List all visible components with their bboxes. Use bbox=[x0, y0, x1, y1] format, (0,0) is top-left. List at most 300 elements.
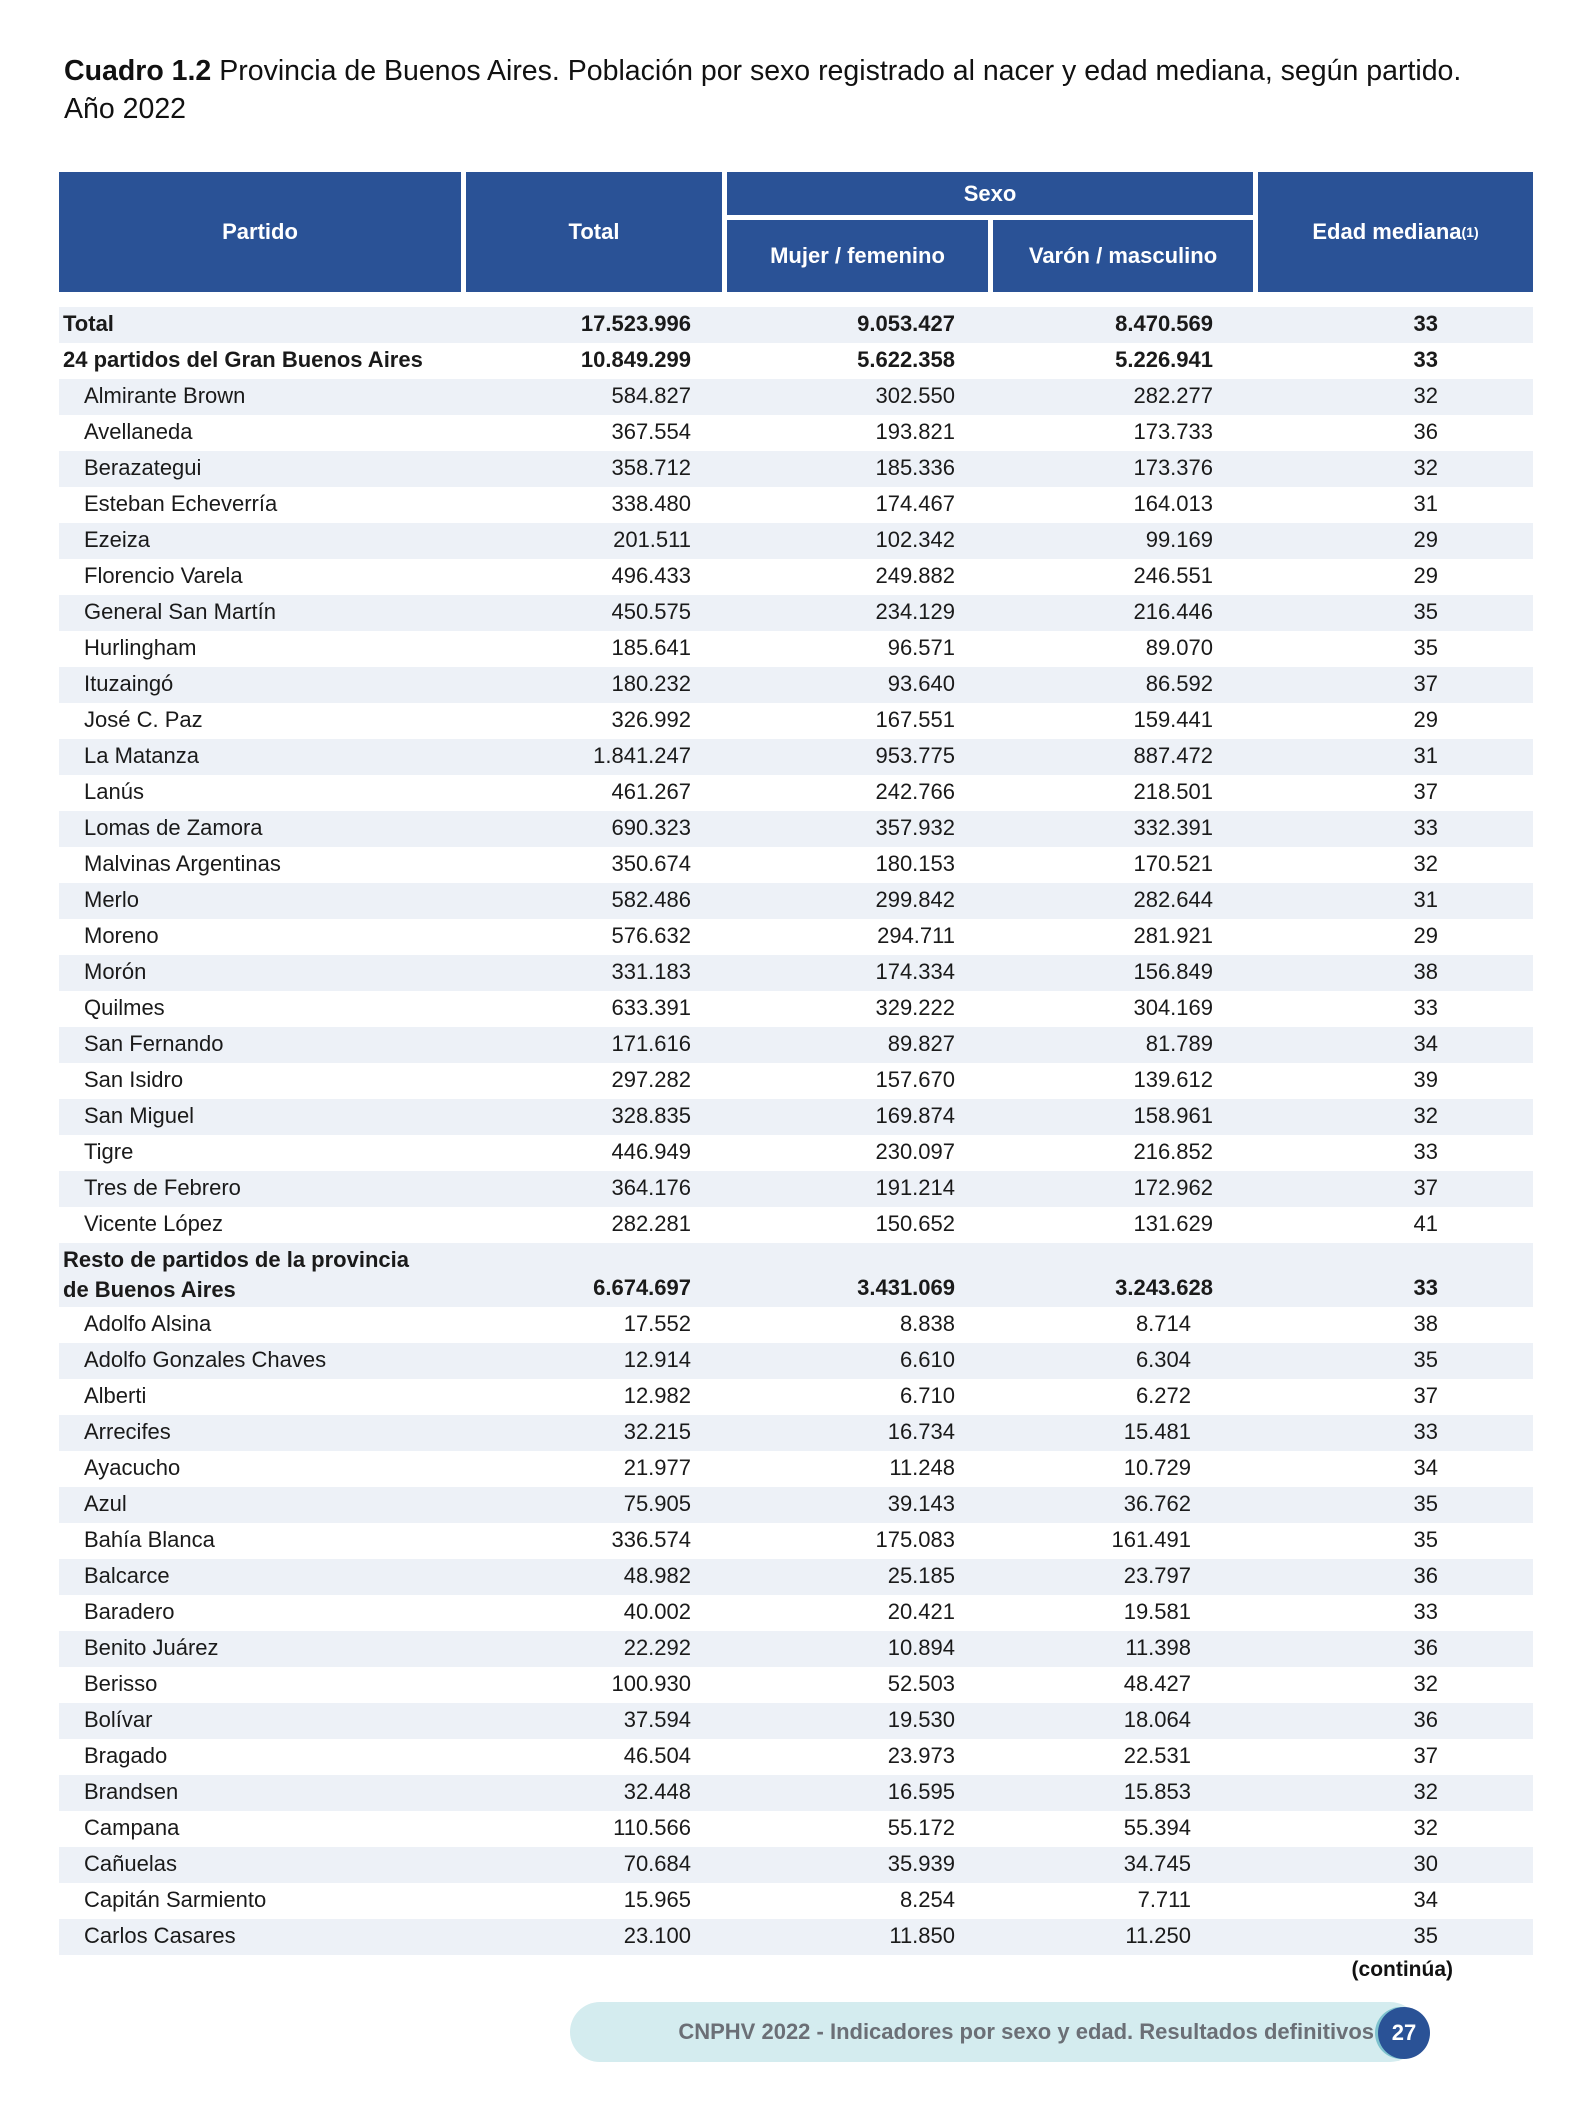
cell-varon: 161.491 bbox=[1111, 1527, 1191, 1552]
cell-total: 633.391 bbox=[611, 995, 691, 1020]
table-row bbox=[59, 1739, 1533, 1775]
table-row bbox=[59, 883, 1533, 919]
partido-name: 24 partidos del Gran Buenos Aires bbox=[63, 347, 423, 372]
cell-varon: 164.013 bbox=[1133, 491, 1213, 516]
cell-total: 21.977 bbox=[623, 1455, 691, 1480]
cell-total: 461.267 bbox=[611, 779, 691, 804]
cell-total: 358.712 bbox=[611, 455, 691, 480]
cell-edad: 33 bbox=[1413, 1275, 1438, 1300]
table-row bbox=[59, 811, 1533, 847]
table-row bbox=[59, 1523, 1533, 1559]
cell-edad: 33 bbox=[1413, 1419, 1438, 1444]
cell-mujer: 157.670 bbox=[875, 1067, 955, 1092]
cell-varon: 11.398 bbox=[1125, 1635, 1191, 1660]
cell-varon: 34.745 bbox=[1123, 1851, 1191, 1876]
header-edad-label: Edad mediana bbox=[1312, 219, 1462, 244]
cell-partido bbox=[84, 1851, 177, 1877]
cell-varon: 48.427 bbox=[1123, 1671, 1191, 1696]
cell-total: 180.232 bbox=[611, 671, 691, 696]
cell-partido bbox=[84, 815, 263, 841]
table-row bbox=[59, 667, 1533, 703]
cell-edad: 33 bbox=[1413, 311, 1438, 336]
cell-partido bbox=[84, 635, 197, 661]
cell-total: 22.292 bbox=[623, 1635, 691, 1660]
cell-varon: 19.581 bbox=[1123, 1599, 1191, 1624]
cell-total: 10.849.299 bbox=[580, 347, 691, 372]
table-row bbox=[59, 1099, 1533, 1135]
cell-mujer: 23.973 bbox=[887, 1743, 955, 1768]
cell-partido bbox=[84, 671, 173, 697]
cell-edad: 35 bbox=[1413, 1491, 1438, 1516]
cell-total: 1.841.247 bbox=[593, 743, 691, 768]
table-row bbox=[59, 1135, 1533, 1171]
cell-mujer: 5.622.358 bbox=[857, 347, 955, 372]
cell-varon: 81.789 bbox=[1145, 1031, 1213, 1056]
cell-partido bbox=[84, 923, 159, 949]
cell-total: 282.281 bbox=[611, 1211, 691, 1236]
cell-partido bbox=[84, 599, 276, 625]
cell-edad: 37 bbox=[1413, 779, 1438, 804]
cell-mujer: 230.097 bbox=[875, 1139, 955, 1164]
cell-edad: 33 bbox=[1413, 1139, 1438, 1164]
partido-name: Ayacucho bbox=[84, 1455, 181, 1480]
partido-name: Malvinas Argentinas bbox=[84, 851, 281, 876]
table-body bbox=[59, 307, 1533, 1955]
cell-mujer: 8.254 bbox=[899, 1887, 955, 1912]
cell-mujer: 169.874 bbox=[875, 1103, 955, 1128]
cell-total: 297.282 bbox=[611, 1067, 691, 1092]
partido-name: Merlo bbox=[84, 887, 140, 912]
cell-mujer: 329.222 bbox=[875, 995, 955, 1020]
table-row bbox=[59, 523, 1533, 559]
partido-name: Ezeiza bbox=[84, 527, 151, 552]
table-row bbox=[59, 1811, 1533, 1847]
partido-name: Baradero bbox=[84, 1599, 175, 1624]
cell-mujer: 16.734 bbox=[887, 1419, 955, 1444]
table-row bbox=[59, 775, 1533, 811]
cell-total: 336.574 bbox=[611, 1527, 691, 1552]
partido-name: Campana bbox=[84, 1815, 180, 1840]
table-caption: Provincia de Buenos Aires. Población por sexo registrado al nacer y edad mediana, según partido. bbox=[219, 55, 1462, 87]
page-number: 27 bbox=[1378, 2007, 1430, 2059]
cell-partido bbox=[84, 527, 150, 553]
partido-name: Capitán Sarmiento bbox=[84, 1887, 267, 1912]
cell-partido bbox=[84, 1707, 152, 1733]
cell-edad: 36 bbox=[1413, 1707, 1438, 1732]
cell-mujer: 8.838 bbox=[899, 1311, 955, 1336]
cell-total: 6.674.697 bbox=[593, 1275, 691, 1300]
header-sexo: Sexo bbox=[727, 172, 1253, 215]
footer-text: CNPHV 2022 - Indicadores por sexo y edad. Resultados definitivos bbox=[678, 2019, 1374, 2044]
cell-varon: 282.277 bbox=[1133, 383, 1213, 408]
cell-partido bbox=[84, 779, 144, 805]
cell-total: 171.616 bbox=[611, 1031, 691, 1056]
table-row bbox=[59, 1171, 1533, 1207]
partido-name: Brandsen bbox=[84, 1779, 179, 1804]
header-total: Total bbox=[466, 172, 722, 292]
cell-partido bbox=[84, 1175, 241, 1201]
table-title bbox=[64, 52, 1504, 128]
table-number: Cuadro 1.2 bbox=[64, 55, 212, 87]
partido-name: Morón bbox=[84, 959, 147, 984]
cell-mujer: 10.894 bbox=[887, 1635, 955, 1660]
cell-mujer: 19.530 bbox=[887, 1707, 955, 1732]
cell-partido bbox=[84, 1779, 178, 1805]
table-row bbox=[59, 1775, 1533, 1811]
cell-varon: 173.733 bbox=[1133, 419, 1213, 444]
cell-mujer: 234.129 bbox=[875, 599, 955, 624]
cell-varon: 11.250 bbox=[1125, 1923, 1191, 1948]
cell-partido bbox=[84, 959, 146, 985]
cell-partido bbox=[84, 1599, 175, 1625]
partido-name: San Fernando bbox=[84, 1031, 224, 1056]
cell-partido bbox=[84, 1563, 170, 1589]
cell-edad: 34 bbox=[1413, 1887, 1438, 1912]
cell-mujer: 3.431.069 bbox=[857, 1275, 955, 1300]
cell-total: 110.566 bbox=[613, 1815, 691, 1840]
cell-mujer: 174.467 bbox=[875, 491, 955, 516]
cell-edad: 36 bbox=[1413, 1563, 1438, 1588]
partido-name: Arrecifes bbox=[84, 1419, 171, 1444]
partido-name: San Miguel bbox=[84, 1103, 195, 1128]
cell-varon: 6.272 bbox=[1135, 1383, 1191, 1408]
cell-total: 201.511 bbox=[613, 527, 691, 552]
cell-partido bbox=[84, 1347, 326, 1373]
cell-varon: 15.853 bbox=[1123, 1779, 1191, 1804]
cell-varon: 5.226.941 bbox=[1115, 347, 1213, 372]
partido-name: Berisso bbox=[84, 1671, 158, 1696]
partido-name: Lomas de Zamora bbox=[84, 815, 263, 840]
table-row bbox=[59, 1207, 1533, 1243]
cell-total: 584.827 bbox=[611, 383, 691, 408]
cell-partido bbox=[84, 1031, 223, 1057]
table-row bbox=[59, 451, 1533, 487]
cell-mujer: 25.185 bbox=[887, 1563, 955, 1588]
partido-name: Bragado bbox=[84, 1743, 168, 1768]
cell-edad: 37 bbox=[1413, 671, 1438, 696]
cell-partido bbox=[84, 491, 277, 517]
cell-edad: 38 bbox=[1413, 959, 1438, 984]
table-row bbox=[59, 1883, 1533, 1919]
cell-total: 37.594 bbox=[623, 1707, 691, 1732]
cell-varon: 170.521 bbox=[1133, 851, 1213, 876]
table-year: Año 2022 bbox=[64, 93, 187, 125]
table-row bbox=[59, 379, 1533, 415]
cell-mujer: 9.053.427 bbox=[857, 311, 955, 336]
cell-total: 40.002 bbox=[623, 1599, 691, 1624]
cell-edad: 33 bbox=[1413, 347, 1438, 372]
cell-partido bbox=[84, 1419, 171, 1445]
cell-varon: 36.762 bbox=[1123, 1491, 1191, 1516]
partido-name: Ituzaingó bbox=[84, 671, 174, 696]
cell-total: 32.215 bbox=[623, 1419, 691, 1444]
table-row bbox=[59, 559, 1533, 595]
cell-partido bbox=[63, 347, 423, 373]
partido-name: Alberti bbox=[84, 1383, 147, 1408]
table-row bbox=[59, 1559, 1533, 1595]
cell-total: 17.552 bbox=[623, 1311, 691, 1336]
cell-varon: 89.070 bbox=[1145, 635, 1213, 660]
table-row bbox=[59, 1487, 1533, 1523]
header-mujer: Mujer / femenino bbox=[727, 220, 988, 292]
cell-total: 12.914 bbox=[623, 1347, 691, 1372]
cell-mujer: 299.842 bbox=[875, 887, 955, 912]
cell-varon: 3.243.628 bbox=[1115, 1275, 1213, 1300]
cell-varon: 158.961 bbox=[1133, 1103, 1213, 1128]
cell-partido bbox=[84, 1491, 127, 1517]
cell-edad: 32 bbox=[1413, 383, 1438, 408]
cell-edad: 41 bbox=[1413, 1211, 1438, 1236]
table-row bbox=[59, 487, 1533, 523]
cell-varon: 156.849 bbox=[1133, 959, 1213, 984]
cell-mujer: 180.153 bbox=[875, 851, 955, 876]
cell-edad: 36 bbox=[1413, 419, 1438, 444]
table-row bbox=[59, 703, 1533, 739]
cell-edad: 32 bbox=[1413, 1815, 1438, 1840]
cell-varon: 173.376 bbox=[1133, 455, 1213, 480]
cell-varon: 131.629 bbox=[1133, 1211, 1213, 1236]
cell-edad: 37 bbox=[1413, 1743, 1438, 1768]
cell-varon: 304.169 bbox=[1133, 995, 1213, 1020]
table-row bbox=[59, 1343, 1533, 1379]
cell-mujer: 16.595 bbox=[887, 1779, 955, 1804]
partido-name: Bahía Blanca bbox=[84, 1527, 215, 1552]
header-edad-mediana: Edad mediana (1) bbox=[1258, 172, 1533, 292]
cell-mujer: 11.850 bbox=[889, 1923, 955, 1948]
cell-total: 75.905 bbox=[623, 1491, 691, 1516]
cell-mujer: 20.421 bbox=[887, 1599, 955, 1624]
cell-varon: 246.551 bbox=[1133, 563, 1213, 588]
table-row bbox=[59, 1595, 1533, 1631]
partido-name: Almirante Brown bbox=[84, 383, 246, 408]
cell-varon: 99.169 bbox=[1145, 527, 1213, 552]
table-subtotal-row bbox=[59, 307, 1533, 343]
cell-total: 326.992 bbox=[611, 707, 691, 732]
cell-mujer: 302.550 bbox=[875, 383, 955, 408]
partido-name: Bolívar bbox=[84, 1707, 153, 1732]
cell-total: 576.632 bbox=[611, 923, 691, 948]
cell-total: 15.965 bbox=[623, 1887, 691, 1912]
cell-partido bbox=[84, 1103, 194, 1129]
table-row bbox=[59, 1703, 1533, 1739]
cell-varon: 18.064 bbox=[1123, 1707, 1191, 1732]
cell-partido bbox=[84, 1211, 223, 1237]
cell-edad: 31 bbox=[1413, 743, 1438, 768]
cell-edad: 29 bbox=[1413, 923, 1438, 948]
cell-total: 100.930 bbox=[611, 1671, 691, 1696]
partido-name: José C. Paz bbox=[84, 707, 203, 732]
cell-total: 17.523.996 bbox=[580, 311, 691, 336]
cell-edad: 34 bbox=[1413, 1455, 1438, 1480]
cell-mujer: 193.821 bbox=[875, 419, 955, 444]
partido-name: Moreno bbox=[84, 923, 159, 948]
cell-mujer: 35.939 bbox=[887, 1851, 955, 1876]
table-row bbox=[59, 1667, 1533, 1703]
cell-partido bbox=[63, 1245, 409, 1305]
partido-name: Quilmes bbox=[84, 995, 165, 1020]
cell-varon: 86.592 bbox=[1145, 671, 1213, 696]
cell-partido bbox=[84, 1743, 167, 1769]
cell-mujer: 55.172 bbox=[887, 1815, 955, 1840]
partido-name: Azul bbox=[84, 1491, 127, 1516]
cell-total: 450.575 bbox=[611, 599, 691, 624]
cell-total: 690.323 bbox=[611, 815, 691, 840]
partido-name: La Matanza bbox=[84, 743, 199, 768]
cell-partido bbox=[84, 887, 139, 913]
cell-mujer: 89.827 bbox=[887, 1031, 955, 1056]
cell-partido bbox=[84, 419, 192, 445]
cell-varon: 23.797 bbox=[1123, 1563, 1191, 1588]
cell-total: 23.100 bbox=[623, 1923, 691, 1948]
partido-name: Hurlingham bbox=[84, 635, 197, 660]
cell-partido bbox=[84, 1887, 266, 1913]
header-varon: Varón / masculino bbox=[993, 220, 1253, 292]
table-row bbox=[59, 1919, 1533, 1955]
cell-partido bbox=[84, 995, 165, 1021]
partido-name-line2: de Buenos Aires bbox=[63, 1277, 236, 1302]
cell-mujer: 39.143 bbox=[887, 1491, 955, 1516]
partido-name: Tigre bbox=[84, 1139, 134, 1164]
partido-name: Adolfo Gonzales Chaves bbox=[84, 1347, 327, 1372]
cell-mujer: 6.710 bbox=[899, 1383, 955, 1408]
table-row bbox=[59, 1379, 1533, 1415]
cell-varon: 15.481 bbox=[1123, 1419, 1191, 1444]
cell-mujer: 102.342 bbox=[875, 527, 955, 552]
cell-mujer: 93.640 bbox=[887, 671, 955, 696]
table-row bbox=[59, 991, 1533, 1027]
cell-mujer: 52.503 bbox=[887, 1671, 955, 1696]
partido-name: Esteban Echeverría bbox=[84, 491, 278, 516]
cell-mujer: 357.932 bbox=[875, 815, 955, 840]
cell-total: 364.176 bbox=[611, 1175, 691, 1200]
cell-total: 46.504 bbox=[623, 1743, 691, 1768]
cell-varon: 10.729 bbox=[1123, 1455, 1191, 1480]
header-partido: Partido bbox=[59, 172, 461, 292]
cell-varon: 218.501 bbox=[1133, 779, 1213, 804]
table-row bbox=[59, 631, 1533, 667]
cell-edad: 37 bbox=[1413, 1383, 1438, 1408]
cell-edad: 32 bbox=[1413, 1779, 1438, 1804]
cell-edad: 31 bbox=[1413, 491, 1438, 516]
cell-varon: 281.921 bbox=[1133, 923, 1213, 948]
partido-name: Cañuelas bbox=[84, 1851, 177, 1876]
cell-total: 185.641 bbox=[611, 635, 691, 660]
cell-edad: 36 bbox=[1413, 1635, 1438, 1660]
table-row bbox=[59, 847, 1533, 883]
cell-partido bbox=[84, 1067, 183, 1093]
cell-edad: 33 bbox=[1413, 1599, 1438, 1624]
partido-name: Florencio Varela bbox=[84, 563, 243, 588]
cell-partido bbox=[84, 707, 203, 733]
table-row bbox=[59, 1027, 1533, 1063]
table-row bbox=[59, 1631, 1533, 1667]
cell-varon: 172.962 bbox=[1133, 1175, 1213, 1200]
table-row bbox=[59, 1307, 1533, 1343]
cell-mujer: 167.551 bbox=[875, 707, 955, 732]
cell-mujer: 953.775 bbox=[875, 743, 955, 768]
table-subtotal-row bbox=[59, 343, 1533, 379]
cell-varon: 7.711 bbox=[1137, 1887, 1191, 1912]
partido-name: Carlos Casares bbox=[84, 1923, 236, 1948]
cell-total: 48.982 bbox=[623, 1563, 691, 1588]
cell-varon: 139.612 bbox=[1133, 1067, 1213, 1092]
cell-edad: 32 bbox=[1413, 1103, 1438, 1128]
cell-total: 32.448 bbox=[623, 1779, 691, 1804]
partido-name: San Isidro bbox=[84, 1067, 184, 1092]
table-row bbox=[59, 919, 1533, 955]
cell-partido bbox=[84, 1635, 219, 1661]
cell-varon: 8.714 bbox=[1135, 1311, 1191, 1336]
cell-partido bbox=[84, 563, 243, 589]
cell-total: 446.949 bbox=[611, 1139, 691, 1164]
cell-partido bbox=[84, 1671, 157, 1697]
partido-name: Resto de partidos de la provincia bbox=[63, 1247, 409, 1272]
cell-total: 328.835 bbox=[611, 1103, 691, 1128]
partido-name: Tres de Febrero bbox=[84, 1175, 241, 1200]
cell-mujer: 6.610 bbox=[899, 1347, 955, 1372]
cell-partido bbox=[84, 851, 281, 877]
cell-varon: 282.644 bbox=[1133, 887, 1213, 912]
cell-partido bbox=[84, 1383, 146, 1409]
cell-mujer: 242.766 bbox=[875, 779, 955, 804]
partido-name: Berazategui bbox=[84, 455, 202, 480]
table-row bbox=[59, 955, 1533, 991]
cell-edad: 29 bbox=[1413, 707, 1438, 732]
cell-edad: 32 bbox=[1413, 455, 1438, 480]
partido-name: Adolfo Alsina bbox=[84, 1311, 212, 1336]
table-row bbox=[59, 1847, 1533, 1883]
cell-partido bbox=[84, 1527, 215, 1553]
table-row bbox=[59, 1063, 1533, 1099]
cell-partido bbox=[84, 455, 201, 481]
continua-note: (continúa) bbox=[1351, 1958, 1453, 1981]
cell-mujer: 185.336 bbox=[875, 455, 955, 480]
partido-name: Balcarce bbox=[84, 1563, 170, 1588]
cell-partido bbox=[84, 743, 199, 769]
table-header bbox=[59, 172, 1533, 292]
table-row bbox=[59, 1415, 1533, 1451]
table-row bbox=[59, 415, 1533, 451]
cell-total: 367.554 bbox=[611, 419, 691, 444]
cell-edad: 32 bbox=[1413, 851, 1438, 876]
cell-edad: 31 bbox=[1413, 887, 1438, 912]
cell-mujer: 294.711 bbox=[877, 923, 955, 948]
cell-edad: 32 bbox=[1413, 1671, 1438, 1696]
cell-mujer: 150.652 bbox=[875, 1211, 955, 1236]
table-row bbox=[59, 739, 1533, 775]
cell-mujer: 175.083 bbox=[875, 1527, 955, 1552]
cell-edad: 37 bbox=[1413, 1175, 1438, 1200]
cell-mujer: 174.334 bbox=[875, 959, 955, 984]
cell-mujer: 249.882 bbox=[875, 563, 955, 588]
partido-name: Avellaneda bbox=[84, 419, 193, 444]
cell-edad: 33 bbox=[1413, 995, 1438, 1020]
cell-edad: 30 bbox=[1413, 1851, 1438, 1876]
cell-edad: 35 bbox=[1413, 599, 1438, 624]
cell-total: 12.982 bbox=[623, 1383, 691, 1408]
cell-edad: 35 bbox=[1413, 1347, 1438, 1372]
cell-edad: 35 bbox=[1413, 1527, 1438, 1552]
cell-varon: 887.472 bbox=[1133, 743, 1213, 768]
cell-varon: 8.470.569 bbox=[1115, 311, 1213, 336]
cell-total: 338.480 bbox=[611, 491, 691, 516]
cell-edad: 35 bbox=[1413, 1923, 1438, 1948]
cell-total: 350.674 bbox=[611, 851, 691, 876]
cell-partido bbox=[84, 1923, 236, 1949]
cell-total: 70.684 bbox=[623, 1851, 691, 1876]
cell-total: 496.433 bbox=[611, 563, 691, 588]
cell-edad: 35 bbox=[1413, 635, 1438, 660]
